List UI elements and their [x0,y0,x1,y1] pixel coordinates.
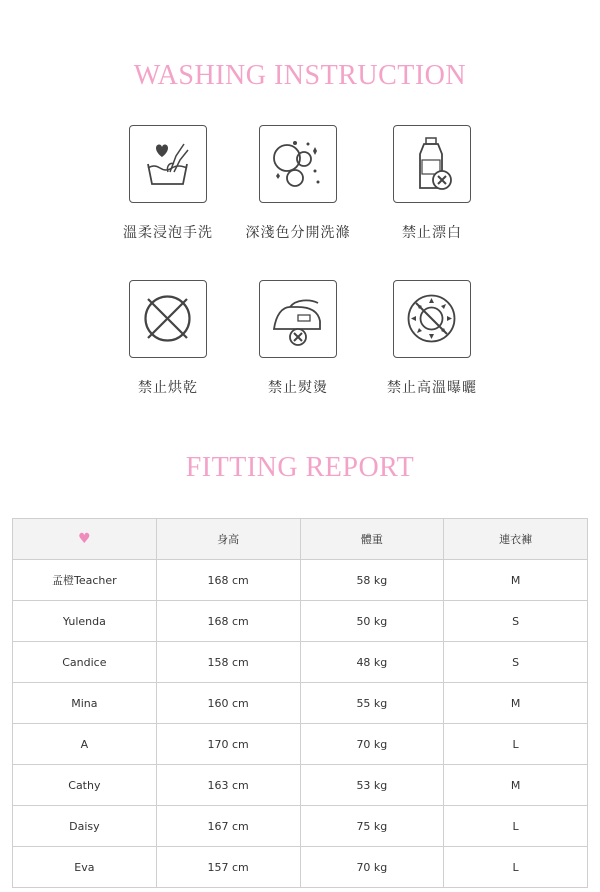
cell-height: 170 cm [156,724,300,765]
cell-weight: 70 kg [300,724,444,765]
no-iron-icon [259,280,337,358]
cell-name: A [13,724,157,765]
separate-colors-icon [259,125,337,203]
cell-name: Yulenda [13,601,157,642]
label-separate-colors: 深淺色分開洗滌 [245,225,351,241]
label-no-sun-dry: 禁止高溫曝曬 [387,380,477,396]
table-row [13,806,588,847]
fitting-table [12,518,588,888]
cell-height: 168 cm [156,560,300,601]
cell-name: Mina [13,683,157,724]
table-row [13,765,588,806]
table-row [13,847,588,888]
cell-weight: 48 kg [300,642,444,683]
cell-size: M [444,765,588,806]
label-no-bleach: 禁止漂白 [402,225,462,241]
cell-name: Eva [13,847,157,888]
header-jumpsuit-size: 連衣褲 [444,519,588,560]
cell-weight: 50 kg [300,601,444,642]
cell-size: M [444,560,588,601]
table-row [13,560,588,601]
label-no-tumble-dry: 禁止烘乾 [138,380,198,396]
heart-icon: ♥ [13,519,157,560]
cell-height: 160 cm [156,683,300,724]
table-row [13,724,588,765]
cell-weight: 75 kg [300,806,444,847]
table-row [13,642,588,683]
cell-weight: 70 kg [300,847,444,888]
cell-name: Daisy [13,806,157,847]
no-sun-dry-icon [393,280,471,358]
cell-name: Cathy [13,765,157,806]
washing-title: WASHING INSTRUCTION [133,60,467,91]
label-hand-wash: 溫柔浸泡手洗 [123,225,213,241]
table-row [13,683,588,724]
cell-size: S [444,642,588,683]
cell-name: Candice [13,642,157,683]
header-weight: 體重 [300,519,444,560]
cell-size: L [444,724,588,765]
cell-weight: 58 kg [300,560,444,601]
no-bleach-icon [393,125,471,203]
cell-size: L [444,806,588,847]
cell-height: 157 cm [156,847,300,888]
label-no-iron: 禁止熨燙 [268,380,328,396]
cell-weight: 55 kg [300,683,444,724]
cell-size: S [444,601,588,642]
cell-height: 158 cm [156,642,300,683]
fitting-title: FITTING REPORT [185,452,415,483]
hand-wash-icon [129,125,207,203]
cell-name: 孟橙Teacher [13,560,157,601]
cell-height: 168 cm [156,601,300,642]
table-header-row [13,519,588,560]
cell-height: 163 cm [156,765,300,806]
no-tumble-dry-icon [129,280,207,358]
cell-height: 167 cm [156,806,300,847]
cell-size: L [444,847,588,888]
cell-weight: 53 kg [300,765,444,806]
header-height: 身高 [156,519,300,560]
table-row [13,601,588,642]
cell-size: M [444,683,588,724]
